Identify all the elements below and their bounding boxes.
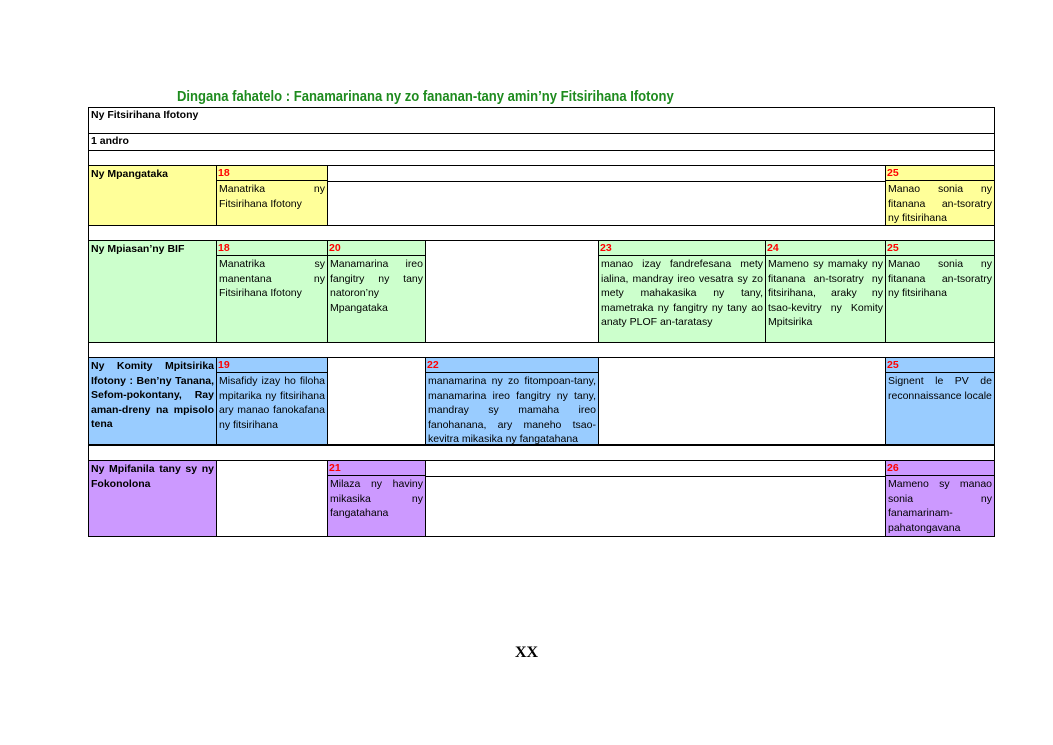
step-text: Misafidy izay ho filoha mpitarika ny fitsirihana ary manao fanokafana ny fitsirihana (219, 375, 325, 431)
step-text: Manamarina ireo fangitry ny tany natoron’ny Mpangataka (330, 258, 423, 314)
page-footer: XX (514, 644, 539, 661)
separator (88, 225, 995, 241)
step-cell-25 (885, 357, 995, 445)
empty-cell (425, 460, 886, 537)
step-cell-18 (216, 240, 328, 343)
step-number: 23 (599, 241, 765, 256)
step-text: Manao sonia ny fitanana an-tsoratry ny fitsirihana (888, 183, 992, 224)
step-number: 20 (328, 241, 425, 256)
actor-label-text: Ny Mpangataka (91, 168, 169, 180)
empty-cell (598, 357, 886, 445)
step-cell-25 (885, 165, 995, 226)
step-number: 18 (217, 166, 327, 181)
actor-label-mpangataka (88, 165, 217, 226)
actor-label-text: Ny Mpiasan’ny BIF (91, 243, 185, 255)
actor-label-text: Ny Mpifanila tany sy ny Fokonolona (91, 463, 214, 490)
actor-label-fokonolona (88, 460, 217, 537)
row-mpangataka (88, 165, 995, 226)
actor-label-komity (88, 357, 217, 445)
separator (88, 445, 995, 461)
step-cell-26 (885, 460, 995, 537)
header-row-duration (88, 133, 995, 151)
row-fokonolona (88, 460, 995, 537)
step-text: Signent le PV de reconnaissance locale (888, 375, 992, 402)
separator (88, 150, 995, 166)
step-text: Mameno sy manao sonia ny fanamarinam-pahatongavana (888, 478, 992, 534)
step-number: 26 (886, 461, 994, 476)
step-cell-22 (425, 357, 599, 445)
step-cell-24 (765, 240, 886, 343)
empty-cell (327, 357, 426, 445)
step-cell-20 (327, 240, 426, 343)
header-row-label: Ny Fitsirihana Ifotony (91, 109, 199, 121)
step-number: 25 (886, 166, 994, 181)
empty-cell (327, 165, 886, 226)
step-number: 25 (886, 358, 994, 373)
row-bif (88, 240, 995, 343)
step-text: Mameno sy mamaky ny fitanana an-tsoratry ny fitsirihana, araky ny tsao-kevitry ny Komity Mpitsirika (768, 258, 883, 328)
row-komity (88, 357, 995, 445)
step-text: manamarina ny zo fitompoan-tany, manamarina ireo fangitry ny tany, mandray sy mamaha ireo fanohanana, ary maneho tsao-kevitra mikasika ny fangatahana (428, 375, 596, 445)
page-title: Dingana fahatelo : Fanamarinana ny zo fananan-tany amin’ny Fitsirihana Ifotony (177, 89, 674, 105)
step-number: 21 (328, 461, 425, 476)
step-text: Manao sonia ny fitanana an-tsoratry ny fitsirihana (888, 258, 992, 299)
step-cell-18 (216, 165, 328, 226)
empty-cell (216, 460, 328, 537)
duration-label: 1 andro (91, 135, 129, 147)
step-number: 25 (886, 241, 994, 256)
actor-label-text: Ny Komity Mpitsirika Ifotony : Ben’ny Tanana, Sefom-pokontany, Ray aman-dreny na mpisolo tena (91, 360, 214, 430)
step-number: 19 (217, 358, 327, 373)
step-text: Milaza ny haviny mikasika ny fangatahana (330, 478, 423, 519)
empty-cell (425, 240, 599, 343)
step-text: Manatrika ny Fitsirihana Ifotony (219, 183, 325, 210)
step-cell-19 (216, 357, 328, 445)
separator (88, 342, 995, 358)
step-text: Manatrika sy manentana ny Fitsirihana Ifotony (219, 258, 325, 299)
step-cell-25 (885, 240, 995, 343)
step-number: 18 (217, 241, 327, 256)
header-row-fitsirihana (88, 107, 995, 134)
step-text: manao izay fandrefesana mety ialina, mandray ireo vesatra sy zo mety mahakasika ny tany, mametraka ny fangitry ny tany ao anaty PLOF an-taratasy (601, 258, 763, 328)
step-cell-21 (327, 460, 426, 537)
step-number: 24 (766, 241, 885, 256)
step-cell-23 (598, 240, 766, 343)
step-number: 22 (426, 358, 598, 373)
actor-label-bif (88, 240, 217, 343)
